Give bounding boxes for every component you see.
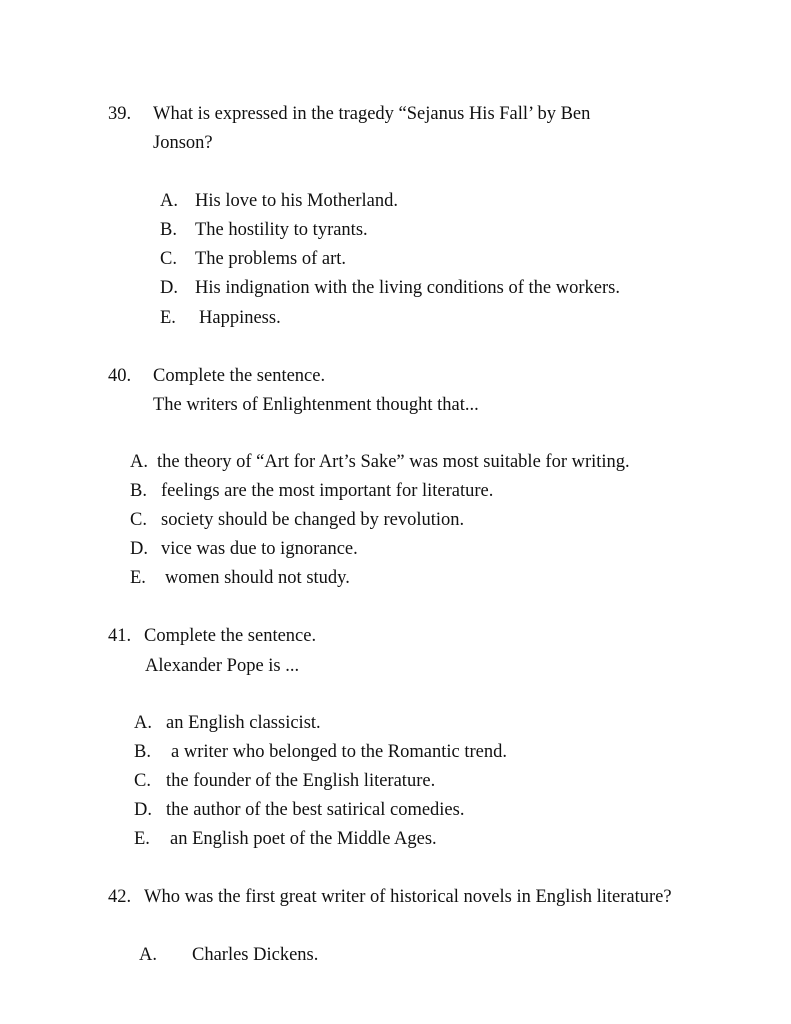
option-letter: A. xyxy=(130,452,148,472)
option-text: a writer who belonged to the Romantic trend. xyxy=(171,742,507,762)
option-text: an English poet of the Middle Ages. xyxy=(170,829,437,849)
option-text: an English classicist. xyxy=(166,713,321,733)
option-letter: B. xyxy=(160,220,177,240)
option-letter: C. xyxy=(160,249,177,269)
option-letter: C. xyxy=(134,771,151,791)
question-number: 41. xyxy=(108,626,132,646)
option-letter: E. xyxy=(130,568,146,588)
option-text: His indignation with the living conditions of the workers. xyxy=(195,278,620,298)
option-text: feelings are the most important for literature. xyxy=(161,481,494,501)
option-text: vice was due to ignorance. xyxy=(161,539,358,559)
option-letter: B. xyxy=(130,481,147,501)
question-text: Complete the sentence. xyxy=(144,626,317,646)
option-letter: B. xyxy=(134,742,151,762)
question-text: Who was the first great writer of historical novels in English literature? xyxy=(144,887,672,907)
option-letter: A. xyxy=(134,713,152,733)
question-text-continued: The writers of Enlightenment thought that... xyxy=(153,395,479,415)
option-letter: A. xyxy=(160,191,178,211)
question-number: 40. xyxy=(108,366,132,386)
option-text: the founder of the English literature. xyxy=(166,771,436,791)
option-letter: A. xyxy=(139,945,157,965)
option-text: Happiness. xyxy=(199,308,281,328)
option-letter: D. xyxy=(130,539,148,559)
question-number: 42. xyxy=(108,887,132,907)
option-text: women should not study. xyxy=(165,568,350,588)
option-text: The problems of art. xyxy=(195,249,347,269)
option-text: the author of the best satirical comedies. xyxy=(166,800,465,820)
option-text: society should be changed by revolution. xyxy=(161,510,465,530)
option-letter: D. xyxy=(160,278,178,298)
option-text: Charles Dickens. xyxy=(192,945,319,965)
option-letter: D. xyxy=(134,800,152,820)
option-letter: E. xyxy=(134,829,150,849)
question-text: Complete the sentence. xyxy=(153,366,326,386)
option-text: the theory of “Art for Art’s Sake” was most suitable for writing. xyxy=(157,452,630,472)
option-text: The hostility to tyrants. xyxy=(195,220,368,240)
question-text-continued: Alexander Pope is ... xyxy=(145,656,300,676)
question-text: What is expressed in the tragedy “Sejanus His Fall’ by Ben xyxy=(153,104,591,124)
option-letter: C. xyxy=(130,510,147,530)
question-text-continued: Jonson? xyxy=(153,133,213,153)
question-number: 39. xyxy=(108,104,132,124)
option-text: His love to his Motherland. xyxy=(195,191,398,211)
option-letter: E. xyxy=(160,308,176,328)
